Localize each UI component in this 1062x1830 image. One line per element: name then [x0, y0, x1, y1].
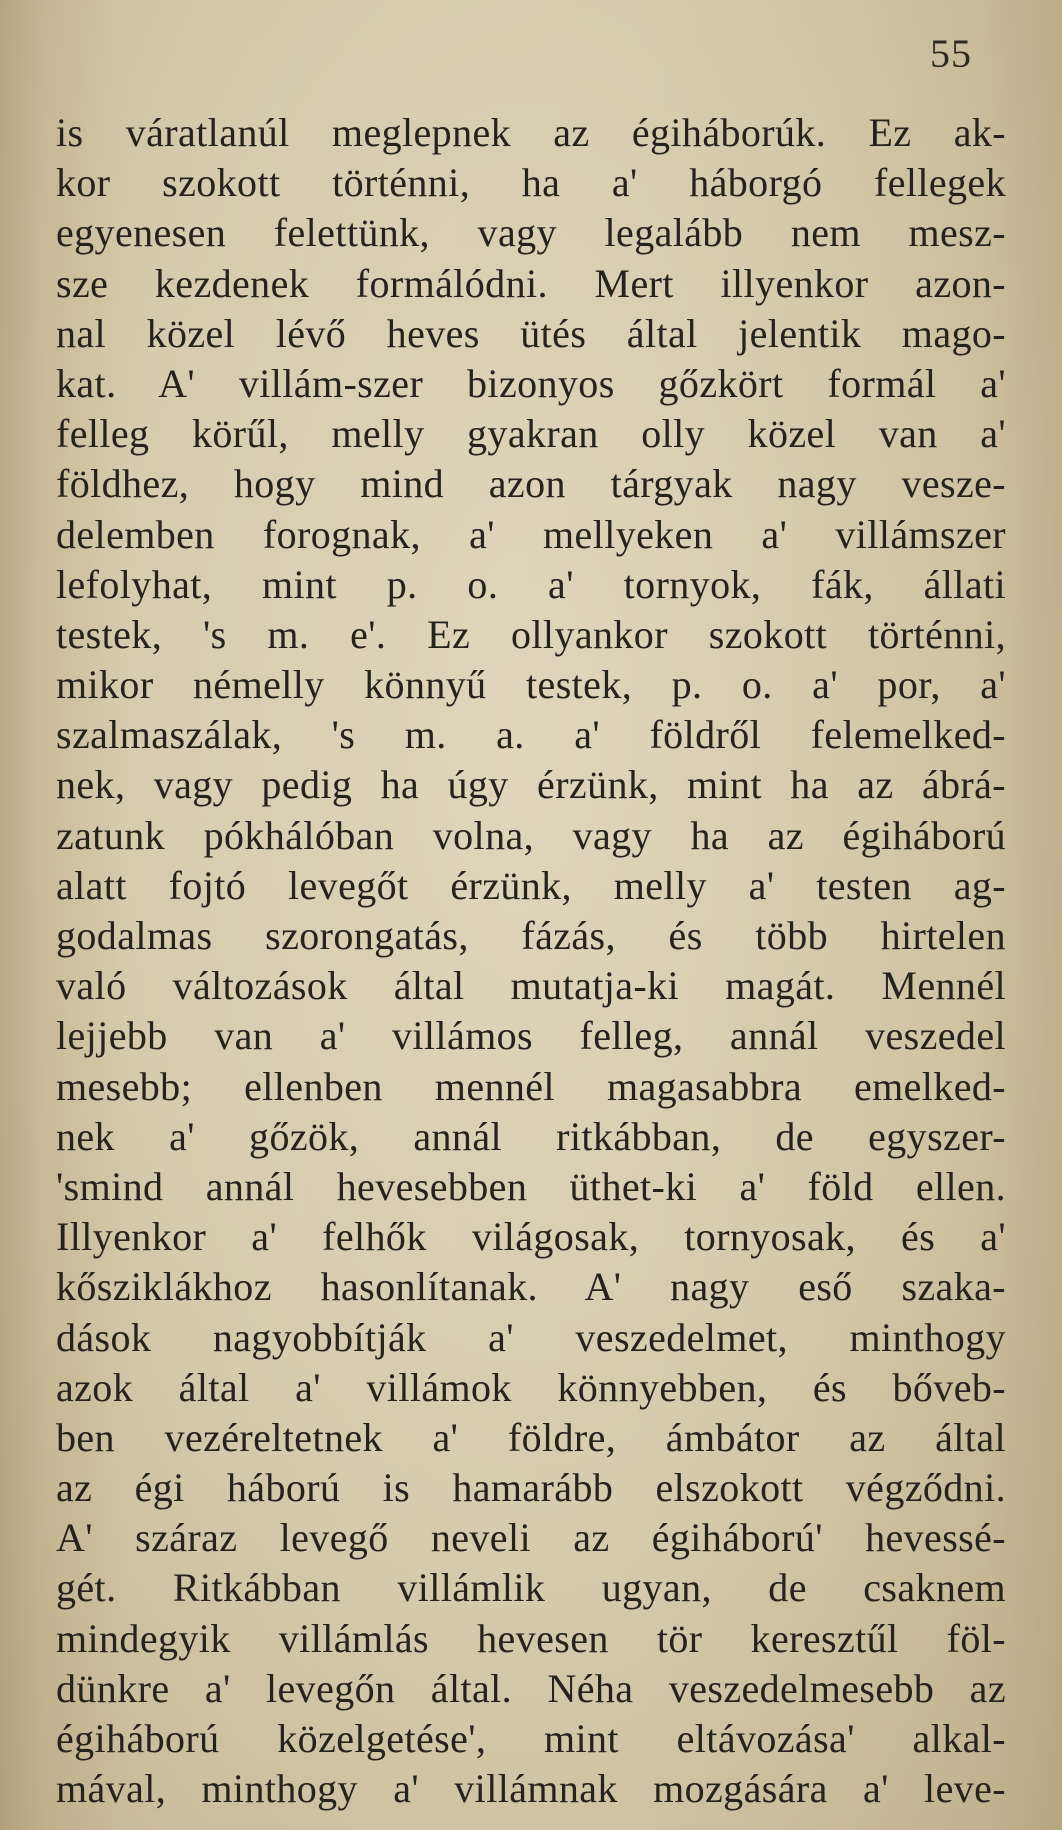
body-text [56, 108, 1006, 1814]
text-line: ben vezéreltetnek a' földre, ámbátor az által [56, 1414, 1006, 1460]
text-line: lefolyhat, mint p. o. a' tornyok, fák, állati [56, 561, 1006, 607]
text-line: földhez, hogy mind azon tárgyak nagy vesze- [56, 461, 1006, 507]
text-line: Illyenkor a' felhők világosak, tornyosak, és a' [56, 1214, 1006, 1260]
text-line: godalmas szorongatás, fázás, és több hirtelen [56, 913, 1006, 958]
text-line: mesebb; ellenben mennél magasabbra emelked- [56, 1063, 1006, 1109]
text-line: mindegyik villámlás hevesen tör keresztűl föl- [56, 1615, 1006, 1661]
text-line: nek a' gőzök, annál ritkábban, de egyszer- [56, 1113, 1006, 1159]
text-line: egyenesen felettünk, vagy legalább nem mesz- [56, 210, 1006, 256]
text-line: sze kezdenek formálódni. Mert illyenkor azon- [56, 260, 1006, 306]
text-line: mával, minthogy a' villámnak mozgására a' leve- [56, 1766, 1006, 1812]
text-line: felleg körűl, melly gyakran olly közel van a' [56, 411, 1006, 457]
text-line: kősziklákhoz hasonlítanak. A' nagy eső szaka- [56, 1264, 1006, 1310]
text-line: testek, 's m. e'. Ez ollyankor szokott történni, [56, 611, 1006, 657]
text-line: nek, vagy pedig ha úgy érzünk, mint ha az ábrá- [56, 762, 1006, 808]
text-line: való változások által mutatja-ki magát. Mennél [56, 963, 1006, 1009]
text-line: mikor némelly könnyű testek, p. o. a' por, a' [56, 662, 1006, 708]
text-line: A' száraz levegő neveli az égiháború' hevessé- [56, 1515, 1006, 1561]
text-line: szalmaszálak, 's m. a. a' földről felemelked- [56, 712, 1006, 758]
text-line: dások nagyobbítják a' veszedelmet, minthogy [56, 1314, 1006, 1360]
text-line: lejjebb van a' villámos felleg, annál veszedel [56, 1013, 1006, 1059]
text-line: zatunk pókhálóban volna, vagy ha az égiháború [56, 812, 1006, 858]
page-number: 55 [930, 31, 972, 76]
text-line: égiháború közelgetése', mint eltávozása' alkal- [56, 1716, 1006, 1761]
text-line: kor szokott történni, ha a' háborgó fellegek [56, 160, 1006, 206]
text-line: 'smind annál hevesebben üthet-ki a' föld ellen. [56, 1163, 1006, 1209]
text-line: nal közel lévő heves ütés által jelentik mago- [56, 310, 1006, 356]
text-line: dünkre a' levegőn által. Néha veszedelmesebb az [56, 1665, 1006, 1711]
text-line: kat. A' villám-szer bizonyos gőzkört formál a' [56, 360, 1006, 406]
text-line: is váratlanúl meglepnek az égiháborúk. Ez ak- [56, 110, 1006, 155]
text-line: alatt fojtó levegőt érzünk, melly a' testen ag- [56, 862, 1006, 908]
text-line: delemben forognak, a' mellyeken a' villámszer [56, 511, 1006, 557]
text-line: gét. Ritkábban villámlik ugyan, de csaknem [56, 1565, 1006, 1611]
text-line: azok által a' villámok könnyebben, és bőveb- [56, 1364, 1006, 1410]
text-line: az égi háború is hamarább elszokott végződni. [56, 1465, 1006, 1511]
